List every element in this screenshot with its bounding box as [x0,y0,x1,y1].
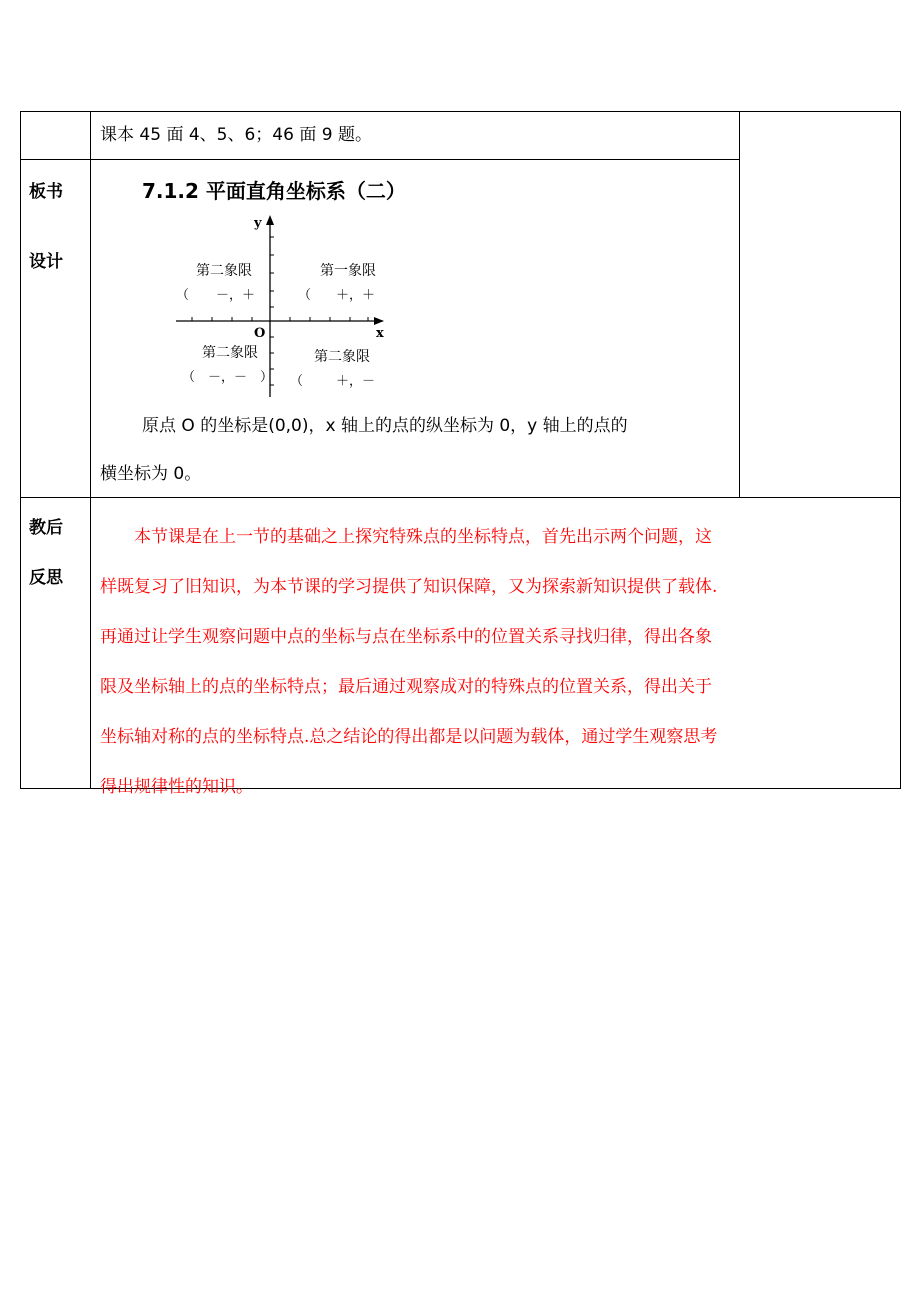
quadrant-1-open: （ [298,288,312,303]
quadrant-1-name: 第一象限 [320,263,376,279]
quadrant-2-sign: －，＋ [216,288,256,303]
origin-label: O [254,326,266,341]
board-title: 7.1.2 平面直角坐标系（二） [142,179,406,203]
quadrant-2-name: 第二象限 [196,263,252,279]
quadrant-2-open: （ [176,288,190,303]
quadrant-3-name: 第二象限 [202,345,258,361]
lesson-plan-table [20,111,901,797]
reflection-text [100,512,890,812]
board-note-line2: 横坐标为 0。 [100,464,202,484]
reflection-label-line1: 教后 [29,518,63,538]
y-axis-arrow [266,215,274,225]
reflection-label-line2: 反思 [29,568,63,588]
quadrant-4-open: （ [290,374,304,389]
reflection-line: 样既复习了旧知识，为本节课的学习提供了知识保障，又为探索新知识提供了载体. [100,577,718,597]
x-axis-label: x [376,326,384,341]
table-border-top [20,111,901,112]
label-column-divider [90,111,91,789]
table-border-right [900,111,901,789]
homework-text: 课本 45 面 4、5、6；46 面 9 题。 [100,125,372,145]
side-column-divider [739,111,740,497]
board-label-line1: 板书 [29,182,63,202]
reflection-line: 本节课是在上一节的基础之上探究特殊点的坐标特点，首先出示两个问题，这 [100,527,712,547]
quadrant-4-name: 第二象限 [314,349,370,365]
reflection-line: 得出规律性的知识。 [100,777,253,797]
x-axis-arrow [374,317,384,325]
quadrant-3-sign: （ －，－ ） [182,370,274,385]
board-label-line2: 设计 [29,252,63,272]
quadrant-4-sign: ＋，－ [336,374,376,389]
row-divider-2 [20,497,901,498]
y-axis-label: y [254,216,262,231]
board-note-line1: 原点 O 的坐标是(0,0)，x 轴上的点的纵坐标为 0，y 轴上的点的 [142,416,628,436]
coordinate-diagram [150,209,410,399]
reflection-line: 限及坐标轴上的点的坐标特点；最后通过观察成对的特殊点的位置关系，得出关于 [100,677,712,697]
row-divider-1 [20,159,740,160]
quadrant-1-sign: ＋，＋ [336,288,376,303]
table-border-left [20,111,21,789]
reflection-line: 坐标轴对称的点的坐标特点.总之结论的得出都是以问题为载体，通过学生观察思考 [100,727,718,747]
reflection-line: 再通过让学生观察问题中点的坐标与点在坐标系中的位置关系寻找归律，得出各象 [100,627,712,647]
